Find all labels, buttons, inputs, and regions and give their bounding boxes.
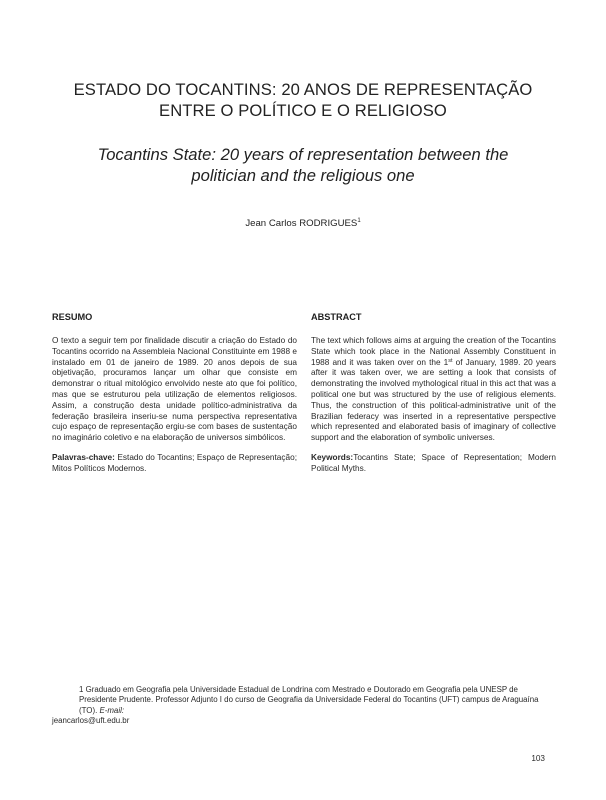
title-portuguese (40, 79, 566, 121)
footnote-email[interactable]: jeancarlos@uft.edu.br (52, 715, 130, 725)
abstract-heading: ABSTRACT (311, 312, 362, 322)
keywords-text: Tocantins State; Space of Representation; Modern Political Myths. (311, 452, 556, 473)
resumo-body: O texto a seguir tem por finalidade discutir a criação do Estado do Tocantins ocorrido na Assembleia Nacional Constituinte em 1988 e instalado em 01 de janeiro de 1989. 20 anos depois de sua objetivação, procuramos lançar um olhar que consiste em demonstrar o ritual mitológico envolvido neste ato que foi político, mas que se estruturou pela utilização de elementos religiosos. Assim, a construção desta unidade político-administrativa da federação brasileira inseriu-se numa perspectiva representativa cujo espaço de representação ergiu-se com bases de sustentação no imaginário coletivo e na elaboração de universos simbólicos. (52, 336, 297, 443)
author-name: Jean Carlos RODRIGUES (245, 218, 358, 229)
page-number: 103 (531, 754, 545, 763)
author-line (40, 218, 566, 229)
resumo-section (52, 312, 297, 475)
abstract-section (311, 312, 556, 475)
title-english-line-2: politician and the religious one (191, 166, 415, 185)
palavras-chave-text: Estado do Tocantins; Espaço de Representação; Mitos Políticos Modernos. (52, 452, 297, 473)
title-portuguese-line-1: ESTADO DO TOCANTINS: 20 ANOS DE REPRESENTAÇÃO (73, 80, 533, 99)
footnote-paragraph (52, 685, 557, 716)
title-portuguese-line-2: ENTRE O POLÍTICO E O RELIGIOSO (159, 101, 447, 120)
abstract-body (311, 336, 556, 444)
abstract-body-part-1: The text which follows aims at arguing the creation of the Tocantins State which took place in the National Assembly Constituent in 1988 and it was taken over on the 1 (311, 336, 556, 367)
footnote (52, 685, 557, 726)
abstract-ordinal-sup: st (448, 357, 453, 364)
keywords (311, 453, 556, 475)
palavras-chave (52, 453, 297, 475)
footnote-text: 1 Graduado em Geografia pela Universidade Estadual de Londrina com Mestrado e Doutorado em Geografia pela UNESP de Presidente Prudente. Professor Adjunto I do curso de Geografia da Universidade Federal do Tocantins (UFT) campus de Araguaína (TO). (79, 685, 539, 715)
resumo-heading: RESUMO (52, 312, 93, 322)
abstract-body-part-2: of January, 1989. 20 years after it was taken over, we are setting a look that consists of demonstrating the involved mythological ritual in this act that was a political one but was structured by the use of religious elements. Thus, the construction of this political-administrative unit of the Brazilian federacy was inserted in a representative perspective which represented and elaborated basis of imaginary of collective support and the elaboration of symbolic universes. (311, 357, 556, 443)
author-footnote-mark: 1 (357, 218, 361, 224)
palavras-chave-label: Palavras-chave: (52, 452, 115, 462)
footnote-email-label: E-mail: (99, 705, 125, 715)
keywords-label: Keywords: (311, 452, 354, 462)
title-english (40, 144, 566, 186)
title-english-line-1: Tocantins State: 20 years of representation between the (97, 145, 509, 164)
